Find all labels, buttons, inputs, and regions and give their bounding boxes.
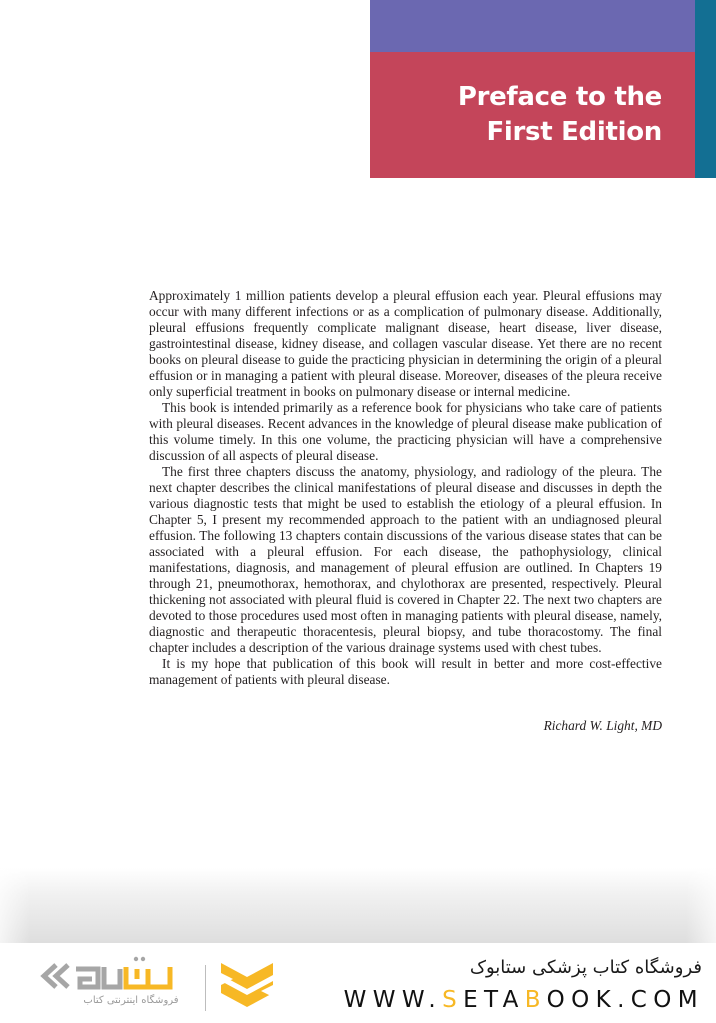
setabook-logo[interactable]: [36, 955, 276, 1017]
footer-shade: [0, 868, 716, 943]
url-part-4: B: [524, 987, 547, 1013]
url-part-3: ETA: [463, 987, 525, 1013]
url-part-2: S: [442, 987, 464, 1013]
logo-divider: [205, 965, 206, 1011]
paragraph-3: The first three chapters discuss the anatomy, physiology, and radiology of the pleura. The next chapter describes the clinical manifestations of pleural disease and discusses in depth the various diagnostic tests that might be used to establish the etiology of a pleural effusion. In Chapter 5, I present my recommended approach to the patient with an undiagnosed pleural effusion. The following 13 chapters contain discussions of the various disease states that can be associated with a pleural effusion. For each disease, the pathophysiology, clinical manifestations, diagnosis, and management of pleural effusion are outlined. In Chapters 19 through 21, pneumothorax, hemothorax, and chylothorax are presented, respectively. Pleural thickening not associated with pleural fluid is covered in Chapter 22. The next two chapters are devoted to those procedures used most often in managing patients with pleural disease, namely, diagnostic and therapeutic thoracentesis, pleural biopsy, and tube thoracostomy. The final chapter includes a description of the various drainage systems used with chest tubes.: [149, 464, 662, 655]
logo-tagline: فروشگاه اینترنتی کتاب: [83, 995, 179, 1006]
chevron-emblem-icon: [219, 959, 275, 1018]
store-url-link[interactable]: [344, 987, 704, 1013]
preface-body: [149, 288, 662, 688]
header-purple-block: [370, 0, 695, 52]
page-title: [458, 80, 662, 150]
paragraph-2: This book is intended primarily as a reference book for physicians who take care of patients with pleural diseases. Recent advances in the knowledge of pleural disease make publication of this volume timely. In this one volume, the practicing physician will have a comprehensive discussion of all aspects of pleural disease.: [149, 400, 662, 463]
paragraph-4: It is my hope that publication of this book will result in better and more cost-effective management of patients with pleural disease.: [149, 656, 662, 687]
author-signature: Richard W. Light, MD: [543, 718, 662, 733]
store-name: فروشگاه کتاب پزشکی ستابوک: [469, 957, 702, 978]
page-title-line-1: Preface to the: [457, 82, 662, 112]
setabook-wordmark-icon: [36, 955, 186, 1000]
url-part-5: OOK.COM: [546, 987, 704, 1013]
paragraph-1: Approximately 1 million patients develop a pleural effusion each year. Pleural effusions may occur with many different infections or as a complication of pulmonary disease. Additionally, pleural effusions frequently complicate malignant disease, heart disease, liver disease, gastrointestinal disease, kidney disease, and collagen vascular disease. Yet there are no recent books on pleural disease to guide the practicing physician in determining the origin of a pleural effusion or in managing a patient with pleural disease. Moreover, diseases of the pleura receive only superficial treatment in books on pulmonary disease or internal medicine.: [149, 288, 662, 399]
header-teal-strip: [695, 0, 716, 178]
url-part-1: WWW.: [343, 987, 443, 1013]
footer-banner: [0, 943, 716, 1023]
page-title-line-2: First Edition: [486, 117, 662, 147]
